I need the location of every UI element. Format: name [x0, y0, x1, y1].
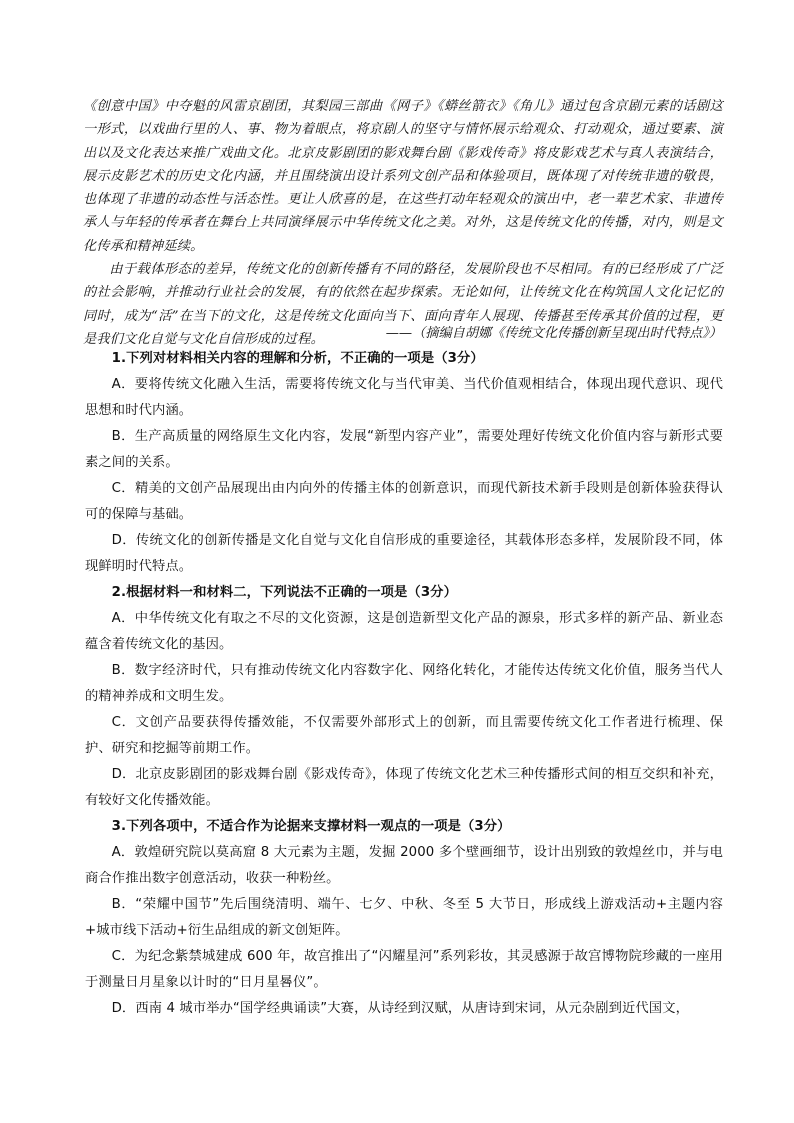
- option-b: B．“荣耀中国节”先后围绕清明、端午、七夕、中秋、冬至 5 大节日，形成线上游戏活动+主题内容+城市线下活动+衍生品组成的新文创矩阵。: [85, 897, 723, 938]
- option-d: D．传统文化的创新传播是文化自觉与文化自信形成的重要途径，其载体形态多样，发展阶段不同，体现鲜明时代特点。: [85, 533, 723, 574]
- question-title: 1.下列对材料相关内容的理解和分析，不正确的一项是（3分）: [111, 351, 484, 366]
- option-c: C．精美的文创产品展现出由内向外的传播主体的创新意识，而现代新技术新手段则是创新体验获得认可的保障与基础。: [85, 481, 723, 522]
- question-3: [85, 814, 723, 1022]
- question-title: 2.根据材料一和材料二，下列说法不正确的一项是（3分）: [111, 585, 457, 600]
- passage-source: ——（摘编自胡娜《传统文化传播创新呈现出时代特点》）: [385, 326, 722, 341]
- option-b: B．数字经济时代，只有推动传统文化内容数字化、网络化转化，才能传达传统文化价值，服务当代人的精神养成和文明生发。: [85, 663, 723, 704]
- option-b: B．生产高质量的网络原生文化内容，发展“新型内容产业”，需要处理好传统文化价值内容与新形式要素之间的关系。: [85, 429, 723, 470]
- passage-paragraph-1: 《创意中国》中夺魁的风雷京剧团，其梨园三部曲《网子》《蟒丝箭衣》《角儿》通过包含京剧元素的话剧这一形式，以戏曲行里的人、事、物为着眼点，将京剧人的坚守与情怀展示给观众、打动观众，通过要素、演出以及文化表达来推广戏曲文化。北京皮影剧团的影戏舞台剧《影戏传奇》将皮影戏艺术与真人表演结合，展示皮影艺术的历史文化内涵，并且围绕演出设计系列文创产品和体验项目，既体现了对传统非遗的敬畏，也体现了非遗的动态性与活态性。更让人欣喜的是，在这些打动年轻观众的演出中，老一辈艺术家、非遗传承人与年轻的传承者在舞台上共同演绎展示中华传统文化之美。对外，这是传统文化的传播，对内，则是文化传承和精神延续。: [83, 99, 723, 254]
- question-2: [85, 580, 723, 814]
- question-1: [85, 346, 723, 580]
- option-a: A．中华传统文化有取之不尽的文化资源，这是创造新型文化产品的源泉，形式多样的新产品、新业态蕴含着传统文化的基因。: [85, 611, 723, 652]
- question-title: 3.下列各项中，不适合作为论据来支撑材料一观点的一项是（3分）: [111, 819, 511, 834]
- option-d: D．西南 4 城市举办“国学经典诵读”大赛，从诗经到汉赋，从唐诗到宋词，从元杂剧到近代国文，: [111, 1001, 689, 1016]
- option-a: A．敦煌研究院以莫高窟 8 大元素为主题，发掘 2000 多个壁画细节，设计出别致的敦煌丝巾，并与电商合作推出数字创意活动，收获一种粉丝。: [85, 845, 723, 886]
- option-c: C．文创产品要获得传播效能，不仅需要外部形式上的创新，而且需要传统文化工作者进行梳理、保护、研究和挖掘等前期工作。: [85, 715, 723, 756]
- option-d: D．北京皮影剧团的影戏舞台剧《影戏传奇》，体现了传统文化艺术三种传播形式间的相互交织和补充，有较好文化传播效能。: [85, 767, 723, 808]
- passage-paragraph-2: 由于载体形态的差异，传统文化的创新传播有不同的路径，发展阶段也不尽相同。有的已经形成了广泛的社会影响，并推动行业社会的发展，有的依然在起步探索。无论如何，让传统文化在构筑国人文化记忆的同时，成为“活”在当下的文化，这是传统文化面向当下、面向青年人展现、传播甚至传承其价值的过程，更是我们文化自觉与文化自信形成的过程。: [83, 262, 723, 347]
- option-a: A．要将传统文化融入生活，需要将传统文化与当代审美、当代价值观相结合，体现出现代意识、现代思想和时代内涵。: [85, 377, 723, 418]
- question-list: [85, 346, 723, 1022]
- option-c: C．为纪念紫禁城建成 600 年，故宫推出了“闪耀星河”系列彩妆，其灵感源于故宫博物院珍藏的一座用于测量日月星象以计时的“日月星晷仪”。: [85, 949, 723, 990]
- reading-passage: [83, 95, 723, 351]
